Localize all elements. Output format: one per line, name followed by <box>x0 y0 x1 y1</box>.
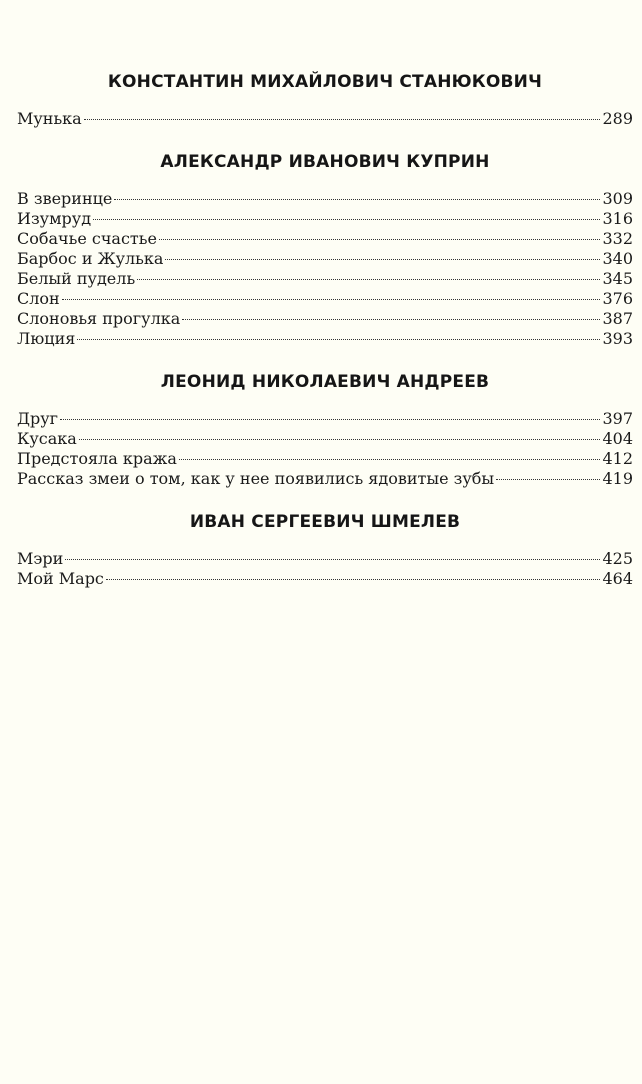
entry-page-number: 387 <box>602 309 633 328</box>
entry-page-number: 393 <box>602 329 633 348</box>
entry-title: Люция <box>17 329 76 348</box>
dot-leader <box>182 304 600 324</box>
entry-title: Слоновья прогулка <box>17 309 181 328</box>
entry-title: В зверинце <box>17 189 113 208</box>
dot-leader <box>77 324 600 344</box>
entry-title: Друг <box>17 409 59 428</box>
author-heading: ЛЕОНИД НИКОЛАЕВИЧ АНДРЕЕВ <box>160 372 490 392</box>
entry-title: Собачье счастье <box>17 229 157 248</box>
toc-entry[interactable] <box>17 224 633 248</box>
toc-entry[interactable] <box>17 324 633 348</box>
dot-leader <box>93 204 600 224</box>
toc-entry[interactable] <box>17 284 633 308</box>
author-heading: ИВАН СЕРГЕЕВИЧ ШМЕЛЕВ <box>189 512 461 532</box>
toc-section-kuprin <box>17 144 633 348</box>
entry-title: Мэри <box>17 549 64 568</box>
toc-section-stanyukovich <box>17 64 633 128</box>
dot-leader <box>137 264 600 284</box>
table-of-contents <box>17 64 633 604</box>
toc-entry[interactable] <box>17 544 633 568</box>
entry-title: Белый пудель <box>17 269 136 288</box>
author-heading: АЛЕКСАНДР ИВАНОВИЧ КУПРИН <box>160 152 490 172</box>
dot-leader <box>60 404 600 424</box>
dot-leader <box>165 244 600 264</box>
entry-page-number: 376 <box>602 289 633 308</box>
dot-leader <box>106 564 601 584</box>
entry-page-number: 404 <box>602 429 633 448</box>
entry-page-number: 397 <box>602 409 633 428</box>
toc-entry[interactable] <box>17 204 633 228</box>
toc-entry[interactable] <box>17 104 633 128</box>
entry-page-number: 412 <box>602 449 633 468</box>
toc-section-shmelev <box>17 504 633 588</box>
dot-leader <box>496 464 600 484</box>
toc-entry[interactable] <box>17 404 633 428</box>
dot-leader <box>159 224 600 244</box>
entry-page-number: 419 <box>602 469 633 488</box>
dot-leader <box>65 544 600 564</box>
dot-leader <box>62 284 601 304</box>
entry-title: Мой Марс <box>17 569 104 588</box>
entry-page-number: 289 <box>602 109 633 128</box>
entry-title: Барбос и Жулька <box>17 249 164 268</box>
entry-title: Кусака <box>17 429 77 448</box>
toc-entry[interactable] <box>17 444 633 468</box>
toc-entry[interactable] <box>17 424 633 448</box>
entry-title: Слон <box>17 289 60 308</box>
entry-page-number: 345 <box>602 269 633 288</box>
entry-title: Предстояла кража <box>17 449 177 468</box>
dot-leader <box>179 444 601 464</box>
dot-leader <box>114 184 600 204</box>
dot-leader <box>79 424 601 444</box>
entry-page-number: 464 <box>602 569 633 588</box>
entry-page-number: 425 <box>602 549 633 568</box>
toc-section-andreev <box>17 364 633 488</box>
toc-entry[interactable] <box>17 304 633 328</box>
author-heading: КОНСТАНТИН МИХАЙЛОВИЧ СТАНЮКОВИЧ <box>107 72 543 92</box>
entry-title: Изумруд <box>17 209 92 228</box>
entry-page-number: 340 <box>602 249 633 268</box>
entry-title: Мунька <box>17 109 82 128</box>
toc-entry[interactable] <box>17 184 633 208</box>
entry-title: Рассказ змеи о том, как у нее появились ядовитые зубы <box>17 469 495 488</box>
dot-leader <box>84 104 601 124</box>
toc-entry[interactable] <box>17 564 633 588</box>
entry-page-number: 332 <box>602 229 633 248</box>
entry-page-number: 309 <box>602 189 633 208</box>
entry-page-number: 316 <box>602 209 633 228</box>
